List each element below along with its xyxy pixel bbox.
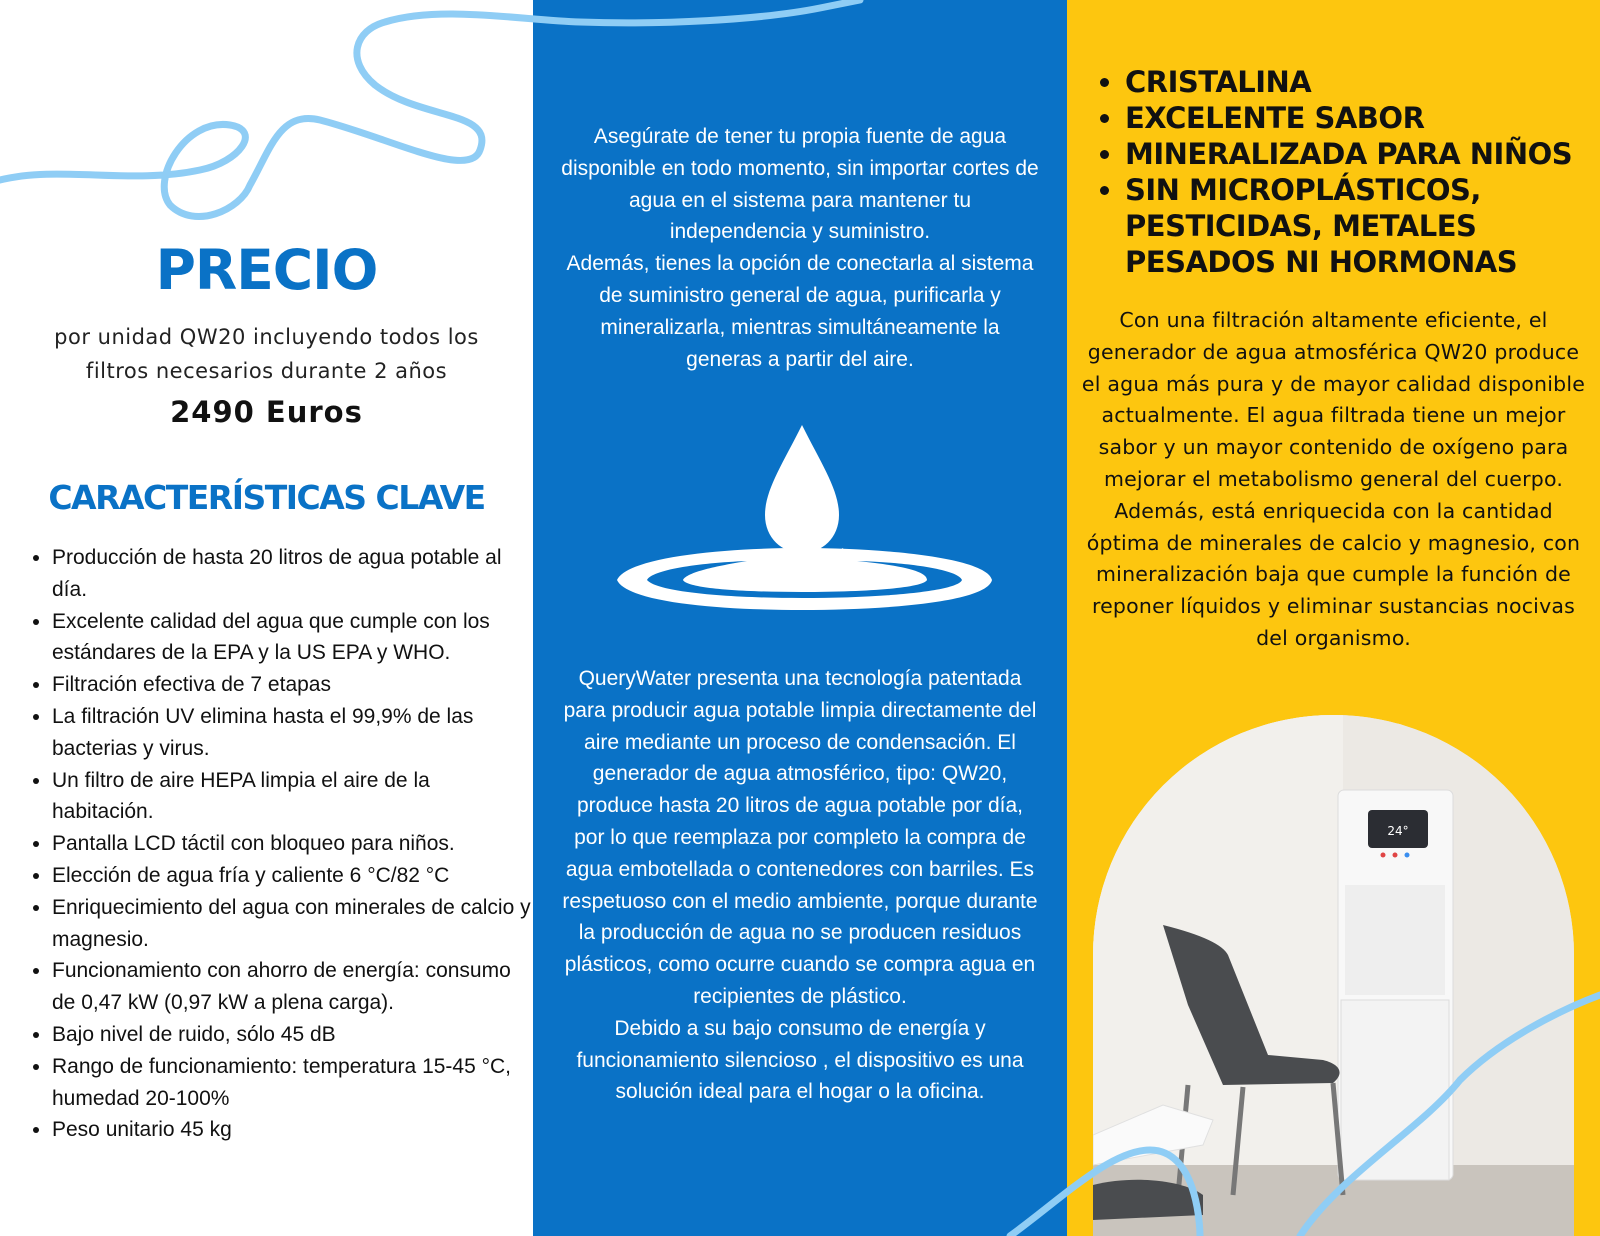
- device-display: 24°: [1387, 824, 1409, 838]
- benefit-item: • CRISTALINA: [1125, 64, 1600, 100]
- feature-item: • Bajo nivel de ruido, sólo 45 dB: [52, 1019, 532, 1051]
- benefit-item: • SIN MICROPLÁSTICOS, PESTICIDAS, METALES PESADOS NI HORMONAS: [1125, 172, 1600, 280]
- middle-bottom-paragraph-1: QueryWater presenta una tecnología patentada para producir agua potable limpia directamente del aire mediante un proceso de condensación. El generador de agua atmosférico, tipo: QW20, produce hasta 20 litros de agua potable por día, por lo que reemplaza por completo la compra de agua embotellada o contenedores con barriles. Es respetuoso con el medio ambiente, porque durante la producción de agua no se producen residuos plásticos, como ocurre cuando se compra agua en recipientes de plástico.: [562, 667, 1038, 1008]
- feature-item: • Enriquecimiento del agua con minerales de calcio y magnesio.: [52, 892, 532, 956]
- middle-bottom-text: [533, 663, 1067, 1108]
- feature-item: • La filtración UV elimina hasta el 99,9% de las bacterias y virus.: [52, 701, 532, 765]
- product-photo: [1093, 715, 1574, 1236]
- feature-item: • Peso unitario 45 kg: [52, 1114, 532, 1146]
- benefit-item: • EXCELENTE SABOR: [1125, 100, 1600, 136]
- feature-item: • Un filtro de aire HEPA limpia el aire de la habitación.: [52, 765, 532, 829]
- middle-top-paragraph-1: Asegúrate de tener tu propia fuente de agua disponible en todo momento, sin importar cortes de agua en el sistema para mantener tu independencia y suministro.: [561, 125, 1039, 244]
- price-value: 2490 Euros: [170, 395, 363, 429]
- middle-top-paragraph-2: Además, tienes la opción de conectarla al sistema de suministro general de agua, purificarla y mineralizarla, mientras simultáneamente la generas a partir del aire.: [566, 252, 1034, 371]
- price-subtitle: por unidad QW20 incluyendo todos los filtros necesarios durante 2 años: [54, 325, 479, 383]
- features-title: CARACTERÍSTICAS CLAVE: [48, 478, 485, 517]
- middle-bottom-paragraph-2: Debido a su bajo consumo de energía y funcionamiento silencioso , el dispositivo es una solución ideal para el hogar o la oficina.: [576, 1016, 1024, 1104]
- left-panel: [0, 0, 533, 1236]
- water-drop-icon: [607, 420, 997, 610]
- feature-item: • Pantalla LCD táctil con bloqueo para niños.: [52, 828, 532, 860]
- benefit-item: • MINERALIZADA PARA NIÑOS: [1125, 136, 1600, 172]
- feature-item: • Elección de agua fría y caliente 6 °C/82 °C: [52, 860, 532, 892]
- price-title: PRECIO: [155, 238, 378, 302]
- feature-item: • Producción de hasta 20 litros de agua potable al día.: [52, 542, 532, 606]
- feature-item: • Funcionamiento con ahorro de energía: consumo de 0,47 kW (0,97 kW a plena carga).: [52, 955, 532, 1019]
- benefits-list: [1089, 64, 1600, 280]
- middle-panel: [533, 0, 1067, 1236]
- middle-top-text: [533, 121, 1067, 375]
- water-generator-photo: [1093, 715, 1574, 1236]
- right-description: Con una filtración altamente eficiente, el generador de agua atmosférica QW20 produce el agua más pura y de mayor calidad disponible actualmente. El agua filtrada tiene un mejor sabor y un mayor contenido de oxígeno para mejorar el metabolismo general del cuerpo. Además, está enriquecida con la cantidad óptima de minerales de calcio y magnesio, con mineralización baja que cumple la función de reponer líquidos y eliminar sustancias nocivas del organismo.: [1081, 308, 1586, 650]
- feature-item: • Excelente calidad del agua que cumple con los estándares de la EPA y la US EPA y WHO.: [52, 606, 532, 670]
- features-list: [24, 542, 532, 1146]
- feature-item: • Filtración efectiva de 7 etapas: [52, 669, 532, 701]
- right-panel: [1067, 0, 1600, 1236]
- feature-item: • Rango de funcionamiento: temperatura 15-45 °C, humedad 20-100%: [52, 1051, 532, 1115]
